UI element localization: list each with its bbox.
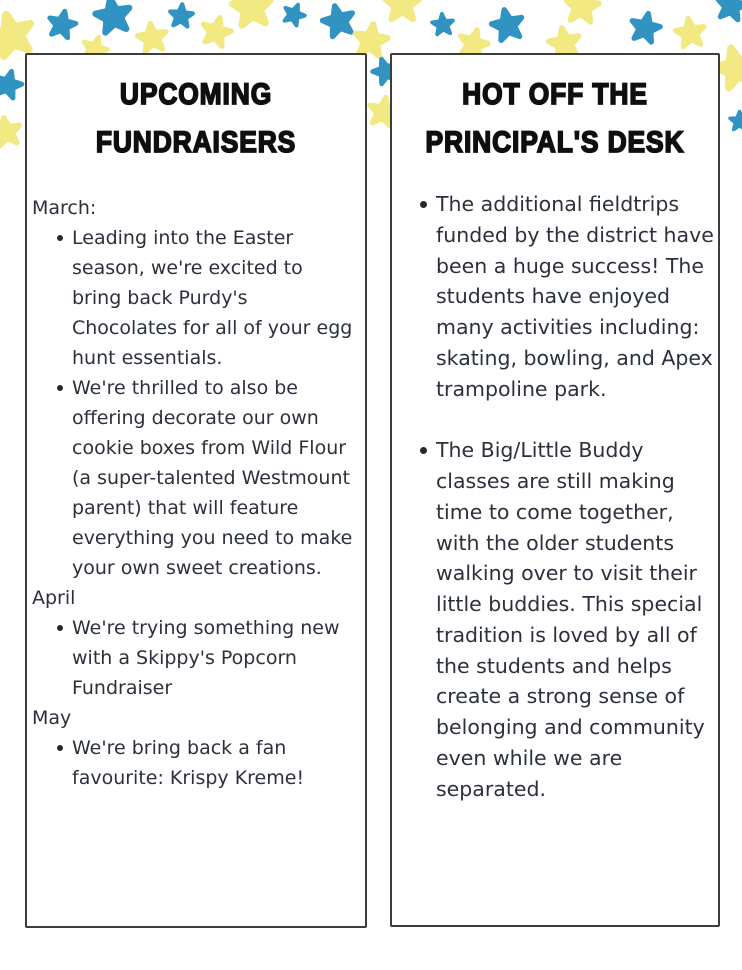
- title-line-2: FUNDRAISERS: [95, 126, 297, 159]
- principal-updates-list: [398, 189, 714, 804]
- fundraiser-section-may: [32, 703, 357, 793]
- star-icon: [376, 0, 429, 30]
- fundraisers-body: [27, 193, 365, 793]
- month-label-march: March:: [32, 197, 97, 219]
- fundraiser-item: We're thrilled to also be offering decorate our own cookie boxes from Wild Flour (a super-talented Westmount parent) that will feature everything you need to make your own sweet creations.: [72, 373, 357, 583]
- month-label-april: April: [32, 587, 76, 610]
- principals-desk-title: [412, 71, 699, 167]
- title-line-2: PRINCIPAL'S DESK: [425, 126, 685, 159]
- star-icon: [480, 0, 536, 54]
- upcoming-fundraisers-panel: [25, 53, 367, 928]
- upcoming-fundraisers-title: [47, 71, 344, 167]
- fundraiser-item: We're trying something new with a Skippy's Popcorn Fundraiser: [72, 613, 357, 703]
- fundraiser-item: Leading into the Easter season, we're excited to bring back Purdy's Chocolates for all of your egg hunt essentials.: [72, 223, 357, 373]
- star-icon: [724, 106, 742, 137]
- fundraiser-section-march: [32, 193, 357, 583]
- star-icon: [619, 2, 672, 55]
- principal-update-item: The Big/Little Buddy classes are still making time to come together, with the older students walking over to visit their little buddies. This special tradition is loved by all of the students and helps create a strong sense of belonging and community even while we are separated.: [436, 435, 714, 804]
- title-line-1: UPCOMING: [119, 78, 273, 111]
- may-list: [32, 733, 357, 793]
- march-list: [32, 223, 357, 583]
- fundraiser-item: We're bring back a fan favourite: Krispy Kreme!: [72, 733, 357, 793]
- fundraiser-section-april: [32, 583, 357, 703]
- month-label-may: May: [32, 707, 72, 730]
- title-line-1: HOT OFF THE: [462, 78, 648, 111]
- april-list: [32, 613, 357, 703]
- principals-desk-panel: [390, 53, 720, 927]
- principals-desk-body: [392, 189, 718, 804]
- principal-update-item: The additional fieldtrips funded by the district have been a huge success! The students have enjoyed many activities including: skating, bowling, and Apex trampoline park.: [436, 189, 714, 404]
